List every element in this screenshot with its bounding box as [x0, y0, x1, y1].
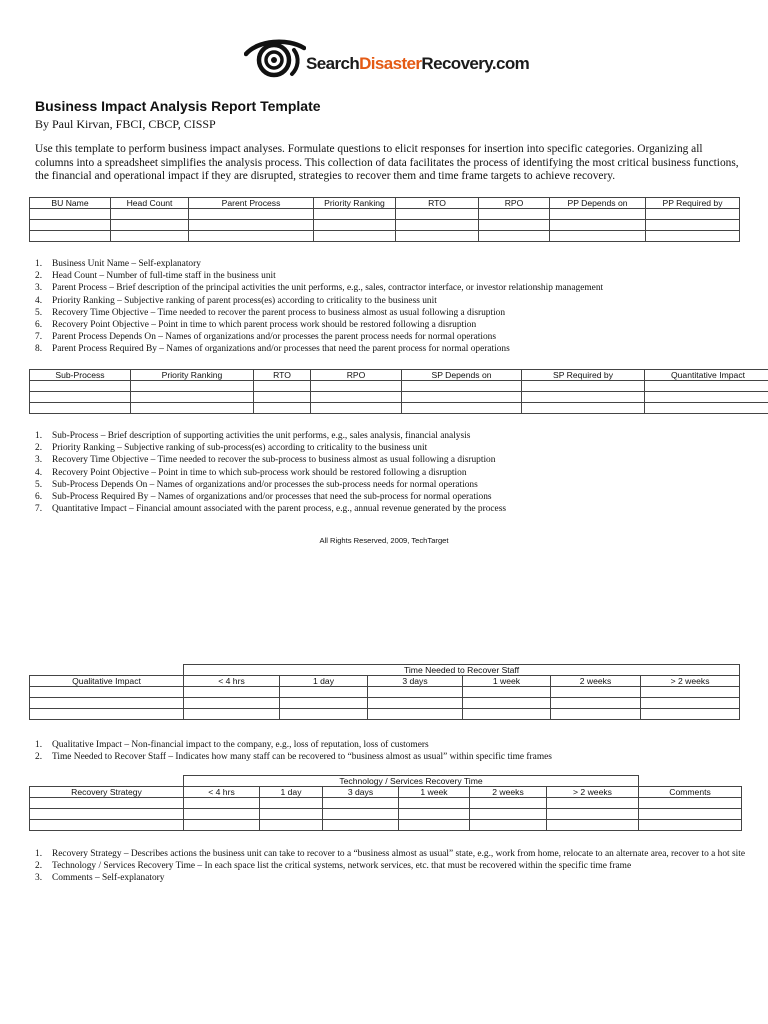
table-cell[interactable] — [131, 403, 254, 414]
table-cell[interactable] — [645, 403, 768, 414]
table-cell[interactable] — [639, 798, 742, 809]
table-cell[interactable] — [645, 381, 768, 392]
logo-text-recovery: Recovery.com — [421, 54, 530, 73]
table-cell[interactable] — [646, 220, 740, 231]
table-header-cell: RPO — [479, 198, 550, 209]
list-item: 7. Parent Process Depends On – Names of organizations and/or processes the parent process needs for normal operations — [35, 332, 496, 343]
eye-icon — [244, 34, 306, 80]
list-item: 5. Sub-Process Depends On – Names of organizations and/or processes the sub-process needs for normal operations — [35, 479, 478, 490]
list-item-text: Recovery Strategy – Describes actions the business unit can take to recover to a “business almost as usual” state, e.g., work from home, relocate to an alternate area, recover to a hot site — [52, 849, 745, 859]
table-cell[interactable] — [30, 820, 184, 831]
table-cell[interactable] — [396, 220, 479, 231]
table-header-cell: BU Name — [30, 198, 111, 209]
table-cell[interactable] — [30, 403, 131, 414]
table-header-cell: 1 week — [399, 787, 470, 798]
list-item: 6. Recovery Point Objective – Point in time to which parent process work should be restored following a disruption — [35, 320, 477, 331]
table-cell[interactable] — [30, 709, 184, 720]
bu-field-notes — [35, 258, 745, 356]
logo-text-search: Search — [306, 54, 360, 73]
list-item-text: Sub-Process – Brief description of supporting activities the unit performs, e.g., sales analysis, financial analysis — [52, 431, 471, 441]
table-header-cell: Head Count — [111, 198, 189, 209]
table-cell[interactable] — [547, 809, 639, 820]
table-cell[interactable] — [323, 820, 399, 831]
table-cell[interactable] — [184, 698, 280, 709]
table-cell[interactable] — [260, 820, 323, 831]
table-cell[interactable] — [639, 820, 742, 831]
logo-text — [306, 54, 529, 74]
qualitative-impact-notes — [35, 739, 745, 763]
table-cell[interactable] — [314, 209, 396, 220]
table-cell[interactable] — [522, 381, 645, 392]
table-cell[interactable] — [280, 687, 368, 698]
table-cell[interactable] — [189, 220, 314, 231]
intro-paragraph: Use this template to perform business impact analyses. Formulate questions to elicit responses for insertion into specific categories. Organizing all columns into a spreadsheet simplifies the analysis process. This collection of data facilitates the process of identifying the most critical business functions, the financial and operational impact if they are disrupted, strategies to recover them and time frame targets to achieve recovery. — [35, 143, 739, 182]
table-blank-cell — [639, 776, 742, 787]
table-row — [30, 220, 740, 231]
table-cell[interactable] — [311, 381, 402, 392]
list-item: 6. Sub-Process Required By – Names of organizations and/or processes that need the sub-process for normal operations — [35, 492, 492, 503]
table-cell[interactable] — [314, 220, 396, 231]
page-title: Business Impact Analysis Report Template — [35, 98, 321, 114]
table-cell[interactable] — [470, 809, 547, 820]
table-cell[interactable] — [551, 709, 641, 720]
sub-process-field-notes — [35, 430, 745, 515]
table-blank-cell — [30, 665, 184, 676]
table-cell[interactable] — [311, 403, 402, 414]
table-cell[interactable] — [641, 687, 740, 698]
table-cell[interactable] — [184, 798, 260, 809]
table-group-header: Time Needed to Recover Staff — [184, 665, 740, 676]
table-cell[interactable] — [323, 798, 399, 809]
list-item-text: Quantitative Impact – Financial amount associated with the parent process, e.g., annual revenue generated by the process — [52, 504, 507, 515]
table-cell[interactable] — [646, 231, 740, 242]
list-item: 1. Sub-Process – Brief description of supporting activities the unit performs, e.g., sales analysis, financial analysis — [35, 431, 471, 441]
table-header-cell: 2 weeks — [551, 676, 641, 687]
table-cell[interactable] — [184, 809, 260, 820]
list-item: 2. Head Count – Number of full-time staff in the business unit — [35, 271, 276, 282]
table-header-cell: RTO — [254, 370, 311, 381]
table-group-header: Technology / Services Recovery Time — [184, 776, 639, 787]
list-item: 4. Recovery Point Objective – Point in time to which sub-process work should be restored following a disruption — [35, 467, 467, 478]
table-cell[interactable] — [30, 381, 131, 392]
table-cell[interactable] — [547, 798, 639, 809]
table-cell[interactable] — [254, 403, 311, 414]
list-item-text: Head Count – Number of full-time staff in the business unit — [52, 271, 276, 282]
table-cell[interactable] — [30, 220, 111, 231]
table-cell[interactable] — [311, 392, 402, 403]
table-cell[interactable] — [645, 392, 768, 403]
site-logo — [244, 34, 530, 80]
list-item-text: Business Unit Name – Self-explanatory — [52, 259, 201, 269]
table-header-cell: 3 days — [368, 676, 463, 687]
table-header-cell: RTO — [396, 198, 479, 209]
table-row — [30, 209, 740, 220]
list-item: 3. Comments – Self-explanatory — [35, 873, 165, 884]
table-header-cell: Comments — [639, 787, 742, 798]
table-cell[interactable] — [396, 209, 479, 220]
copyright-notice: All Rights Reserved, 2009, TechTarget — [319, 536, 449, 545]
table-cell[interactable] — [547, 820, 639, 831]
table-cell[interactable] — [479, 209, 550, 220]
table-cell[interactable] — [470, 798, 547, 809]
list-item-text: Recovery Time Objective – Time needed to recover the parent process to business almost as usual following a disruption — [52, 307, 506, 318]
table-cell[interactable] — [368, 687, 463, 698]
table-cell[interactable] — [639, 809, 742, 820]
author-byline: By Paul Kirvan, FBCI, CBCP, CISSP — [35, 117, 216, 131]
table-cell[interactable] — [470, 820, 547, 831]
list-item-text: Recovery Time Objective – Time needed to recover the sub-process to business almost as usual following a disruption — [52, 455, 496, 466]
table-group-header-row — [30, 665, 740, 676]
table-row — [30, 798, 742, 809]
table-cell[interactable] — [184, 820, 260, 831]
list-item: 2. Priority Ranking – Subjective ranking of sub-process(es) according to criticality to the business unit — [35, 443, 428, 454]
list-item-text: Parent Process Required By – Names of organizations and/or processes that need the parent process for normal operations — [52, 344, 510, 355]
table-cell[interactable] — [254, 381, 311, 392]
recovery-strategy-notes — [35, 848, 745, 885]
list-item-text: Time Needed to Recover Staff – Indicates how many staff can be recovered to “business almost as usual” within specific time frames — [52, 752, 552, 763]
table-header-cell: PP Required by — [646, 198, 740, 209]
table-cell[interactable] — [399, 798, 470, 809]
table-header-row — [30, 787, 742, 798]
table-cell[interactable] — [131, 381, 254, 392]
table-cell[interactable] — [399, 820, 470, 831]
table-header-cell: SP Required by — [522, 370, 645, 381]
recovery-strategy-table — [29, 775, 742, 831]
table-header-cell: > 2 weeks — [547, 787, 639, 798]
table-row — [30, 709, 740, 720]
table-cell[interactable] — [551, 687, 641, 698]
table-row — [30, 231, 740, 242]
table-header-cell: Sub-Process — [30, 370, 131, 381]
table-cell[interactable] — [314, 231, 396, 242]
list-item: 1. Qualitative Impact – Non-financial impact to the company, e.g., loss of reputation, loss of customers — [35, 740, 429, 750]
table-cell[interactable] — [280, 709, 368, 720]
table-cell[interactable] — [479, 220, 550, 231]
table-cell[interactable] — [111, 209, 189, 220]
table-cell[interactable] — [260, 809, 323, 820]
table-cell[interactable] — [646, 209, 740, 220]
list-item: 3. Parent Process – Brief description of the principal activities the unit performs, e.g., sales, contractor interface, or investor relationship management — [35, 283, 604, 294]
table-header-cell: < 4 hrs — [184, 787, 260, 798]
table-header-cell: < 4 hrs — [184, 676, 280, 687]
list-item: 3. Recovery Time Objective – Time needed to recover the sub-process to business almost as usual following a disruption — [35, 455, 496, 466]
table-header-cell: Parent Process — [189, 198, 314, 209]
list-item-text: Priority Ranking – Subjective ranking of parent process(es) according to criticality to the business unit — [52, 295, 437, 306]
table-cell[interactable] — [396, 231, 479, 242]
table-header-cell: Quantitative Impact — [645, 370, 768, 381]
list-item-text: Recovery Point Objective – Point in time to which sub-process work should be restored following a disruption — [52, 467, 467, 478]
table-cell[interactable] — [550, 209, 646, 220]
table-cell[interactable] — [30, 231, 111, 242]
list-item: 2. Time Needed to Recover Staff – Indicates how many staff can be recovered to “business almost as usual” within specific time frames — [35, 752, 552, 763]
table-header-cell: 2 weeks — [470, 787, 547, 798]
table-header-cell: Qualitative Impact — [30, 676, 184, 687]
table-cell[interactable] — [641, 698, 740, 709]
list-item: 5. Recovery Time Objective – Time needed to recover the parent process to business almost as usual following a disruption — [35, 307, 506, 318]
table-cell[interactable] — [463, 687, 551, 698]
table-blank-cell — [30, 776, 184, 787]
table-cell[interactable] — [522, 392, 645, 403]
list-item-text: Comments – Self-explanatory — [52, 873, 165, 884]
table-cell[interactable] — [30, 798, 184, 809]
list-item-text: Sub-Process Depends On – Names of organizations and/or processes the sub-process needs for normal operations — [52, 479, 478, 490]
table-header-cell: Priority Ranking — [314, 198, 396, 209]
table-cell[interactable] — [550, 220, 646, 231]
table-cell[interactable] — [368, 698, 463, 709]
table-cell[interactable] — [402, 403, 522, 414]
table-cell[interactable] — [402, 392, 522, 403]
table-header-cell: 1 day — [280, 676, 368, 687]
table-cell[interactable] — [254, 392, 311, 403]
table-cell[interactable] — [260, 798, 323, 809]
list-item: 1. Business Unit Name – Self-explanatory — [35, 259, 201, 269]
list-item: 2. Technology / Services Recovery Time – In each space list the critical systems, network services, etc. that must be recovered within the specific time frame — [35, 861, 632, 872]
table-row — [30, 403, 768, 414]
table-cell[interactable] — [189, 209, 314, 220]
table-row — [30, 698, 740, 709]
table-cell[interactable] — [30, 698, 184, 709]
table-cell[interactable] — [551, 698, 641, 709]
table-cell[interactable] — [479, 231, 550, 242]
list-item: 7. Quantitative Impact – Financial amount associated with the parent process, e.g., annual revenue generated by the process — [35, 504, 507, 515]
table-cell[interactable] — [463, 698, 551, 709]
list-item-text: Technology / Services Recovery Time – In each space list the critical systems, network services, etc. that must be recovered within the specific time frame — [52, 861, 632, 872]
table-header-cell: 1 week — [463, 676, 551, 687]
table-header-row — [30, 676, 740, 687]
list-item-text: Parent Process – Brief description of the principal activities the unit performs, e.g., sales, contractor interface, or investor relationship management — [52, 283, 604, 294]
table-cell[interactable] — [522, 403, 645, 414]
table-header-row — [30, 370, 768, 381]
list-item-text: Priority Ranking – Subjective ranking of sub-process(es) according to criticality to the business unit — [52, 443, 428, 454]
table-cell[interactable] — [131, 392, 254, 403]
list-item-text: Recovery Point Objective – Point in time to which parent process work should be restored following a disruption — [52, 320, 477, 331]
table-header-cell: > 2 weeks — [641, 676, 740, 687]
table-cell[interactable] — [30, 687, 184, 698]
qualitative-impact-table — [29, 664, 740, 720]
table-row — [30, 809, 742, 820]
list-item: 8. Parent Process Required By – Names of organizations and/or processes that need the parent process for normal operations — [35, 344, 510, 355]
table-cell[interactable] — [280, 698, 368, 709]
table-row — [30, 392, 768, 403]
bu-process-table — [29, 197, 740, 242]
list-item: 4. Priority Ranking – Subjective ranking of parent process(es) according to criticality to the business unit — [35, 295, 437, 306]
table-header-cell: RPO — [311, 370, 402, 381]
table-cell[interactable] — [463, 709, 551, 720]
table-header-cell: Recovery Strategy — [30, 787, 184, 798]
table-cell[interactable] — [368, 709, 463, 720]
table-cell[interactable] — [111, 231, 189, 242]
table-header-cell: SP Depends on — [402, 370, 522, 381]
table-cell[interactable] — [184, 687, 280, 698]
table-header-cell: 1 day — [260, 787, 323, 798]
list-item-text: Qualitative Impact – Non-financial impact to the company, e.g., loss of reputation, loss of customers — [52, 740, 429, 750]
table-cell[interactable] — [184, 709, 280, 720]
table-cell[interactable] — [641, 709, 740, 720]
table-cell[interactable] — [399, 809, 470, 820]
table-cell[interactable] — [402, 381, 522, 392]
table-header-cell: 3 days — [323, 787, 399, 798]
logo-text-disaster: Disaster — [359, 54, 422, 73]
table-row — [30, 381, 768, 392]
table-cell[interactable] — [30, 392, 131, 403]
table-row — [30, 820, 742, 831]
table-cell[interactable] — [323, 809, 399, 820]
table-cell[interactable] — [111, 220, 189, 231]
table-row — [30, 687, 740, 698]
table-header-cell: Priority Ranking — [131, 370, 254, 381]
table-header-cell: PP Depends on — [550, 198, 646, 209]
table-cell[interactable] — [550, 231, 646, 242]
table-cell[interactable] — [30, 809, 184, 820]
sub-process-table — [29, 369, 768, 414]
table-header-row — [30, 198, 740, 209]
list-item-text: Sub-Process Required By – Names of organizations and/or processes that need the sub-process for normal operations — [52, 492, 492, 503]
table-group-header-row — [30, 776, 742, 787]
list-item-text: Parent Process Depends On – Names of organizations and/or processes the parent process needs for normal operations — [52, 332, 496, 343]
table-cell[interactable] — [30, 209, 111, 220]
table-cell[interactable] — [189, 231, 314, 242]
list-item: 1. Recovery Strategy – Describes actions the business unit can take to recover to a “business almost as usual” state, e.g., work from home, relocate to an alternate area, recover to a hot site — [35, 849, 745, 859]
